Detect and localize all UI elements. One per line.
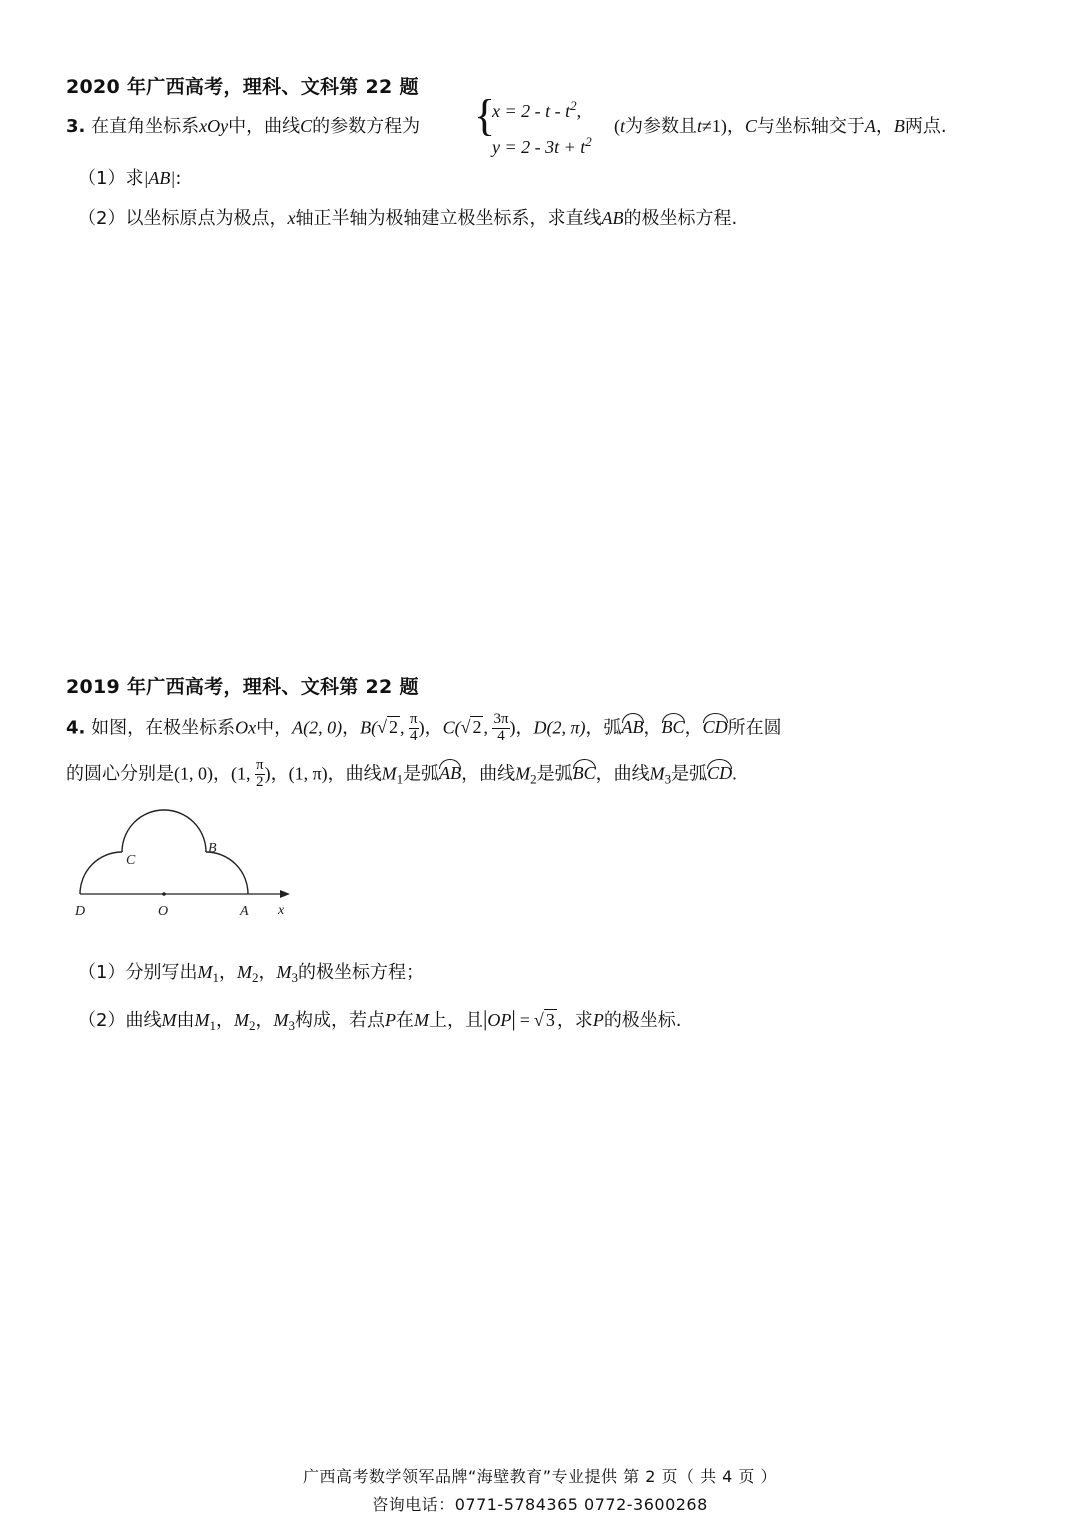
q4-part1 — [78, 962, 424, 986]
part-math: |AB| — [143, 168, 176, 188]
point-B: B( — [360, 717, 378, 738]
q4-text: . — [732, 763, 737, 784]
part-text: ，求 — [556, 1010, 593, 1031]
q3-text: ≠1)， — [702, 116, 745, 136]
q3-var: t — [620, 116, 626, 136]
label-x: x — [278, 903, 285, 918]
frac-num: π — [256, 757, 264, 773]
q3-part2 — [78, 208, 737, 230]
part-text: ， — [255, 1010, 274, 1031]
q3-heading: 2020 年广西高考，理科、文科第 22 题 — [66, 76, 419, 98]
arc-BC-curve — [122, 810, 206, 852]
part-math: x — [287, 208, 296, 228]
q4-text: ， — [515, 717, 534, 739]
center-2: (1, — [231, 763, 255, 784]
subscript: 2 — [251, 970, 259, 985]
q4-text: 所在圆 — [727, 717, 782, 739]
q4-text: ， — [342, 717, 361, 739]
fraction — [409, 712, 419, 745]
q3-text: 的参数方程为 — [312, 116, 421, 137]
part-text: 在 — [395, 1010, 414, 1031]
sqrt-radicand: 3 — [545, 1010, 555, 1030]
fraction — [255, 758, 265, 791]
q4-var: Ox — [235, 717, 257, 738]
sqrt-symbol: √ 2 — [377, 717, 398, 738]
q4-part2: （2）曲线M由$M_1$，$M_2$，$M_3$构成，若点P在M上，且|OP| = √ 3 ，求P的极坐标. — [78, 1006, 682, 1033]
q4-text: 中， — [256, 717, 293, 739]
part-text: 构成，若点 — [294, 1010, 385, 1031]
part-text: ， — [218, 962, 237, 983]
q3-eq1 — [492, 98, 581, 123]
frac-den: 4 — [497, 727, 505, 744]
curve-M1: M — [381, 763, 397, 784]
frac-num: 3π — [493, 711, 509, 727]
q4-text: ，弧 — [585, 717, 622, 739]
point-P: P — [384, 1010, 396, 1030]
sqrt-symbol: √ 2 — [460, 717, 482, 738]
label-B: B — [208, 841, 217, 856]
footer-line1: 广西高考数学领军品牌“海壁教育”专业提供 第 2 页（ 共 4 页 ） — [302, 1467, 778, 1486]
part-text: 由 — [176, 1010, 195, 1031]
part-text: 的极坐标方程. — [623, 208, 738, 229]
fraction — [492, 712, 509, 745]
q4-text: 如图，在极坐标系 — [91, 717, 236, 739]
center-2: ) — [264, 763, 271, 784]
q3-text: 两点. — [904, 116, 947, 137]
part-text: 上，且 — [428, 1010, 483, 1031]
label-D: D — [75, 904, 86, 919]
q4-text: ， — [684, 717, 703, 739]
curve-M: M — [161, 1010, 177, 1030]
center-3: (1, π) — [288, 763, 328, 784]
point-P: P — [592, 1010, 604, 1030]
frac-den: 4 — [410, 727, 418, 744]
q4-text: ， — [643, 717, 662, 739]
curve-M1: M — [194, 1010, 210, 1030]
eq-exp: 2 — [570, 98, 577, 113]
q4-text: 是弧 — [671, 763, 708, 785]
footer-line2: 咨询电话：0771-5784365 0772-3600268 — [372, 1495, 708, 1514]
subscript: 1 — [209, 1018, 216, 1033]
q3-stem — [66, 116, 420, 138]
eq-exp: 2 — [585, 134, 592, 149]
part-text: 的极坐标方程； — [297, 962, 424, 983]
curve-M3: M — [276, 962, 292, 982]
eq-text: x = 2 - t - t — [492, 101, 571, 121]
q3-text: ( — [614, 116, 620, 136]
part-math: AB — [601, 208, 624, 228]
q4-text: ，曲线 — [461, 763, 516, 785]
part-text: 轴正半轴为极轴建立极坐标系，求直线 — [295, 208, 602, 229]
segment-OP: OP — [487, 1010, 512, 1030]
label-O: O — [158, 904, 169, 919]
eq-text: y = 2 - 3t + t — [492, 137, 586, 157]
q3-var: C — [300, 116, 313, 136]
q4-text: ， — [270, 763, 289, 785]
part-text: 的极坐标. — [603, 1010, 682, 1031]
frac-den: 2 — [256, 773, 264, 790]
q4-text: 的圆心分别是 — [66, 763, 174, 785]
sqrt-radicand: 2 — [388, 717, 398, 738]
subscript: 1 — [396, 771, 404, 787]
frac-num: π — [409, 711, 418, 727]
equals-sign: = — [519, 1010, 530, 1030]
q4-heading: 2019 年广西高考，理科、文科第 22 题 — [66, 676, 419, 698]
polar-curve-figure — [70, 806, 300, 926]
subscript: 2 — [530, 771, 537, 787]
part-text: ， — [215, 1010, 234, 1031]
q4-line1: 4. 如图，在极坐标系Ox中，A(2, 0)，B(√ 2 , $\frac{\pi}{4}$ )，C(√ 2 , $\frac{3\pi}{4}$ )，D(2, π)，弧AB，BC，CD所在圆 — [66, 711, 782, 744]
q3-brace: { — [474, 91, 496, 140]
q4-line2 — [66, 758, 737, 791]
arc-CD: CD — [707, 759, 732, 785]
arc-BC: BC — [573, 759, 596, 785]
part-text: ， — [258, 962, 277, 983]
curve-M2: M — [515, 763, 531, 784]
q3-var: C — [744, 116, 757, 136]
arc-AB: AB — [622, 713, 644, 739]
arc-AB-curve — [206, 852, 248, 894]
q3-text: ， — [875, 116, 894, 137]
q3-text: 在直角坐标系 — [91, 116, 200, 137]
arc-BC: BC — [662, 713, 685, 739]
subscript: 3 — [288, 1018, 295, 1033]
curve-M2: M — [236, 962, 252, 982]
sqrt-symbol: √ 3 — [533, 1010, 555, 1030]
subscript: 3 — [291, 970, 298, 985]
q3-var: xOy — [199, 116, 229, 136]
curve-M3: M — [649, 763, 665, 784]
point-A: A(2, 0) — [292, 717, 343, 738]
q3-var: t — [697, 116, 703, 136]
q4-number: 4. — [66, 717, 86, 739]
sqrt-radicand: 2 — [472, 717, 482, 738]
center-1: (1, 0) — [174, 763, 213, 784]
eq-comma: , — [576, 101, 582, 121]
q4-text: ，曲线 — [327, 763, 382, 785]
q3-var: A — [864, 116, 876, 136]
arc-AB: AB — [439, 759, 461, 785]
arc-CD-curve — [80, 852, 122, 894]
q3-part1 — [78, 168, 181, 190]
point-C: C( — [442, 717, 461, 738]
q3-number: 3. — [66, 116, 86, 137]
origin-dot — [162, 892, 166, 896]
part-label: （2）以坐标原点为极点， — [78, 208, 288, 229]
q3-text: 中，曲线 — [228, 116, 301, 137]
q4-text: 是弧 — [403, 763, 440, 785]
curve-M1: M — [197, 962, 213, 982]
point-B: ) — [418, 717, 425, 738]
q3-condition — [614, 116, 947, 138]
point-C: ) — [509, 717, 516, 738]
part-text: : — [175, 168, 182, 189]
curve-M: M — [413, 1010, 429, 1030]
q4-text: ， — [424, 717, 443, 739]
x-axis-arrow — [280, 890, 290, 898]
curve-M3: M — [273, 1010, 289, 1030]
label-C: C — [126, 853, 136, 868]
q4-text: 是弧 — [536, 763, 573, 785]
q4-text: ，曲线 — [595, 763, 650, 785]
arc-CD: CD — [703, 713, 728, 739]
subscript: 3 — [664, 771, 672, 787]
q3-text: 与坐标轴交于 — [756, 116, 865, 137]
label-A: A — [240, 904, 249, 919]
subscript: 1 — [212, 970, 219, 985]
part-label: （1）求 — [78, 168, 144, 189]
curve-M2: M — [233, 1010, 249, 1030]
subscript: 2 — [248, 1018, 256, 1033]
q3-var: B — [893, 116, 905, 136]
part-label: （1）分别写出 — [78, 962, 198, 983]
q3-text: 为参数且 — [625, 116, 698, 137]
part-label: （2）曲线 — [78, 1010, 162, 1031]
q3-eq2 — [492, 134, 592, 159]
q4-text: ， — [213, 763, 231, 785]
point-D: D(2, π) — [533, 717, 586, 738]
